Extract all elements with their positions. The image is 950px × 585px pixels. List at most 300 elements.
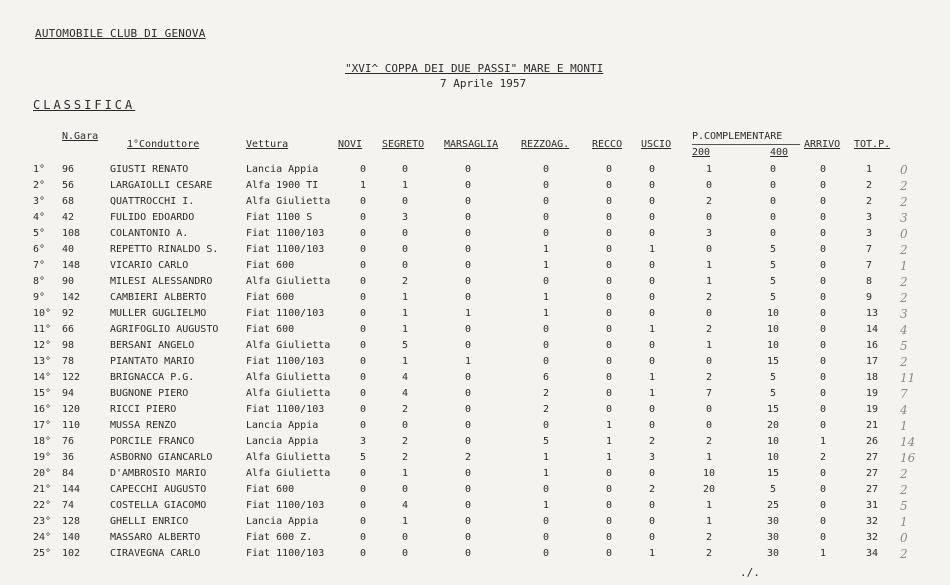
row-recco: 0	[605, 532, 613, 543]
col-recco: RECCO	[592, 139, 623, 150]
row-car: Alfa Giulietta	[246, 388, 331, 399]
row-novi: 0	[359, 404, 367, 415]
row-p400: 30	[766, 532, 780, 543]
row-driver: BERSANI ANGELO	[110, 340, 195, 351]
row-driver: QUATTROCCHI I.	[110, 196, 195, 207]
row-p400: 5	[769, 260, 777, 271]
row-p400: 5	[769, 276, 777, 287]
row-driver: MASSARO ALBERTO	[110, 532, 201, 543]
row-car: Lancia Appia	[246, 164, 319, 175]
row-driver: D'AMBROSIO MARIO	[110, 468, 207, 479]
row-car: Fiat 600	[246, 260, 295, 271]
row-arrivo: 0	[819, 324, 827, 335]
row-gara: 84	[62, 468, 75, 479]
row-p200: 1	[705, 276, 713, 287]
row-recco: 0	[605, 244, 613, 255]
row-gara: 144	[62, 484, 81, 495]
row-total: 3	[866, 228, 873, 239]
page-footer-mark: ./.	[740, 566, 760, 579]
row-driver: ASBORNO GIANCARLO	[110, 452, 213, 463]
row-car: Fiat 600	[246, 324, 295, 335]
row-recco: 0	[605, 500, 613, 511]
row-p400: 5	[769, 484, 777, 495]
row-handwritten-note: 0	[900, 531, 908, 545]
row-segreto: 0	[401, 260, 409, 271]
row-car: Alfa 1900 TI	[246, 180, 319, 191]
row-position: 20°	[33, 468, 52, 479]
row-total: 31	[866, 500, 879, 511]
row-position: 10°	[33, 308, 52, 319]
row-total: 14	[866, 324, 879, 335]
row-p200: 0	[705, 356, 713, 367]
row-p400: 20	[766, 420, 780, 431]
row-total: 19	[866, 388, 879, 399]
row-position: 17°	[33, 420, 52, 431]
row-handwritten-note: 3	[900, 307, 908, 321]
row-recco: 0	[605, 164, 613, 175]
row-recco: 0	[605, 276, 613, 287]
row-segreto: 3	[401, 212, 409, 223]
row-handwritten-note: 16	[900, 451, 916, 465]
row-segreto: 1	[401, 180, 409, 191]
row-arrivo: 0	[819, 532, 827, 543]
row-driver: CIRAVEGNA CARLO	[110, 548, 201, 559]
row-segreto: 1	[401, 516, 409, 527]
row-marsaglia: 0	[464, 420, 472, 431]
row-arrivo: 0	[819, 372, 827, 383]
row-rezzoag: 0	[542, 356, 550, 367]
row-uscio: 1	[648, 548, 656, 559]
row-gara: 148	[62, 260, 81, 271]
row-novi: 0	[359, 324, 367, 335]
row-gara: 68	[62, 196, 75, 207]
row-p400: 15	[766, 356, 780, 367]
row-position: 7°	[33, 260, 46, 271]
row-position: 18°	[33, 436, 52, 447]
row-uscio: 0	[648, 404, 656, 415]
row-uscio: 1	[648, 372, 656, 383]
row-uscio: 0	[648, 228, 656, 239]
row-p400: 0	[769, 164, 777, 175]
row-handwritten-note: 2	[900, 355, 908, 369]
row-arrivo: 1	[819, 436, 827, 447]
row-gara: 76	[62, 436, 75, 447]
row-arrivo: 0	[819, 292, 827, 303]
event-title: "XVI^ COPPA DEI DUE PASSI" MARE E MONTI	[345, 62, 604, 75]
row-segreto: 0	[401, 196, 409, 207]
row-position: 24°	[33, 532, 52, 543]
row-uscio: 0	[648, 468, 656, 479]
row-marsaglia: 0	[464, 516, 472, 527]
row-total: 32	[866, 532, 879, 543]
row-uscio: 0	[648, 340, 656, 351]
row-car: Fiat 1100/103	[246, 356, 325, 367]
row-recco: 1	[605, 452, 613, 463]
row-driver: VICARIO CARLO	[110, 260, 189, 271]
row-position: 2°	[33, 180, 46, 191]
row-marsaglia: 0	[464, 292, 472, 303]
row-p400: 30	[766, 548, 780, 559]
row-p200: 1	[705, 516, 713, 527]
row-segreto: 4	[401, 388, 409, 399]
row-novi: 0	[359, 340, 367, 351]
row-p200: 0	[705, 420, 713, 431]
row-handwritten-note: 0	[900, 227, 908, 241]
row-total: 27	[866, 452, 879, 463]
row-gara: 110	[62, 420, 81, 431]
row-gara: 120	[62, 404, 81, 415]
row-novi: 0	[359, 260, 367, 271]
row-handwritten-note: 1	[900, 515, 908, 529]
row-position: 4°	[33, 212, 46, 223]
row-p200: 20	[702, 484, 716, 495]
row-gara: 66	[62, 324, 75, 335]
row-rezzoag: 0	[542, 532, 550, 543]
row-p400: 10	[766, 308, 780, 319]
row-total: 7	[866, 260, 873, 271]
row-p200: 2	[705, 324, 713, 335]
row-segreto: 0	[401, 420, 409, 431]
row-total: 1	[866, 164, 873, 175]
row-gara: 96	[62, 164, 75, 175]
row-recco: 0	[605, 548, 613, 559]
row-handwritten-note: 2	[900, 483, 908, 497]
row-total: 27	[866, 468, 879, 479]
row-novi: 0	[359, 468, 367, 479]
row-car: Alfa Giulietta	[246, 372, 331, 383]
row-p200: 3	[705, 228, 713, 239]
row-driver: PIANTATO MARIO	[110, 356, 195, 367]
row-rezzoag: 2	[542, 404, 550, 415]
row-handwritten-note: 11	[900, 371, 916, 385]
row-handwritten-note: 3	[900, 211, 908, 225]
row-novi: 0	[359, 276, 367, 287]
row-segreto: 0	[401, 548, 409, 559]
row-handwritten-note: 1	[900, 259, 908, 273]
row-position: 15°	[33, 388, 52, 399]
row-p200: 0	[705, 212, 713, 223]
row-gara: 90	[62, 276, 75, 287]
row-rezzoag: 0	[542, 548, 550, 559]
row-segreto: 0	[401, 228, 409, 239]
row-uscio: 0	[648, 180, 656, 191]
row-p400: 0	[769, 228, 777, 239]
row-recco: 0	[605, 324, 613, 335]
row-handwritten-note: 2	[900, 195, 908, 209]
row-rezzoag: 6	[542, 372, 550, 383]
row-gara: 140	[62, 532, 81, 543]
row-driver: BRIGNACCA P.G.	[110, 372, 195, 383]
row-position: 6°	[33, 244, 46, 255]
row-rezzoag: 0	[542, 180, 550, 191]
row-driver: MUSSA RENZO	[110, 420, 177, 431]
row-arrivo: 0	[819, 308, 827, 319]
row-uscio: 0	[648, 196, 656, 207]
row-marsaglia: 0	[464, 548, 472, 559]
row-uscio: 0	[648, 308, 656, 319]
row-rezzoag: 1	[542, 244, 550, 255]
row-p200: 2	[705, 436, 713, 447]
row-rezzoag: 0	[542, 484, 550, 495]
row-arrivo: 0	[819, 276, 827, 287]
row-p400: 10	[766, 340, 780, 351]
row-position: 13°	[33, 356, 52, 367]
row-segreto: 2	[401, 276, 409, 287]
row-gara: 108	[62, 228, 81, 239]
col-arrivo: ARRIVO	[804, 139, 841, 150]
row-gara: 98	[62, 340, 75, 351]
row-position: 1°	[33, 164, 46, 175]
row-car: Fiat 1100/103	[246, 404, 325, 415]
row-novi: 0	[359, 196, 367, 207]
row-driver: LARGAIOLLI CESARE	[110, 180, 213, 191]
row-p200: 0	[705, 180, 713, 191]
row-car: Fiat 600	[246, 292, 295, 303]
row-gara: 42	[62, 212, 75, 223]
row-arrivo: 0	[819, 404, 827, 415]
row-driver: RICCI PIERO	[110, 404, 177, 415]
row-arrivo: 0	[819, 180, 827, 191]
col-rezzoag: REZZOAG.	[521, 139, 570, 150]
row-uscio: 0	[648, 356, 656, 367]
row-total: 9	[866, 292, 873, 303]
row-driver: GIUSTI RENATO	[110, 164, 189, 175]
row-handwritten-note: 14	[900, 435, 916, 449]
row-gara: 92	[62, 308, 75, 319]
row-recco: 0	[605, 388, 613, 399]
row-total: 2	[866, 196, 873, 207]
row-p400: 30	[766, 516, 780, 527]
row-marsaglia: 0	[464, 164, 472, 175]
row-marsaglia: 1	[464, 308, 472, 319]
col-segreto: SEGRETO	[382, 139, 425, 150]
row-gara: 78	[62, 356, 75, 367]
row-recco: 0	[605, 228, 613, 239]
row-position: 3°	[33, 196, 46, 207]
row-p200: 2	[705, 372, 713, 383]
row-gara: 122	[62, 372, 81, 383]
row-arrivo: 0	[819, 228, 827, 239]
row-driver: COLANTONIO A.	[110, 228, 189, 239]
row-marsaglia: 0	[464, 260, 472, 271]
row-p400: 10	[766, 452, 780, 463]
row-arrivo: 1	[819, 548, 827, 559]
col-marsaglia: MARSAGLIA	[444, 139, 499, 150]
row-uscio: 0	[648, 276, 656, 287]
row-marsaglia: 1	[464, 356, 472, 367]
row-position: 19°	[33, 452, 52, 463]
row-driver: REPETTO RINALDO S.	[110, 244, 219, 255]
row-uscio: 0	[648, 420, 656, 431]
row-arrivo: 0	[819, 244, 827, 255]
row-novi: 0	[359, 372, 367, 383]
row-segreto: 5	[401, 340, 409, 351]
row-rezzoag: 0	[542, 164, 550, 175]
row-segreto: 1	[401, 324, 409, 335]
row-gara: 74	[62, 500, 75, 511]
row-p200: 2	[705, 548, 713, 559]
col-p400: 400	[770, 147, 789, 158]
row-handwritten-note: 5	[900, 339, 908, 353]
row-total: 26	[866, 436, 879, 447]
row-recco: 1	[605, 420, 613, 431]
row-marsaglia: 0	[464, 468, 472, 479]
row-car: Lancia Appia	[246, 516, 319, 527]
row-segreto: 4	[401, 372, 409, 383]
row-car: Fiat 1100/103	[246, 500, 325, 511]
row-p200: 2	[705, 196, 713, 207]
row-rezzoag: 0	[542, 228, 550, 239]
row-rezzoag: 1	[542, 308, 550, 319]
row-marsaglia: 2	[464, 452, 472, 463]
row-driver: MULLER GUGLIELMO	[110, 308, 207, 319]
row-car: Fiat 600	[246, 484, 295, 495]
row-total: 18	[866, 372, 879, 383]
row-marsaglia: 0	[464, 404, 472, 415]
row-novi: 0	[359, 356, 367, 367]
row-total: 32	[866, 516, 879, 527]
row-position: 23°	[33, 516, 52, 527]
row-p400: 0	[769, 196, 777, 207]
row-uscio: 3	[648, 452, 656, 463]
row-marsaglia: 0	[464, 532, 472, 543]
row-marsaglia: 0	[464, 500, 472, 511]
row-p400: 0	[769, 180, 777, 191]
row-driver: COSTELLA GIACOMO	[110, 500, 207, 511]
row-gara: 56	[62, 180, 75, 191]
row-car: Fiat 1100/103	[246, 548, 325, 559]
row-p400: 25	[766, 500, 780, 511]
row-arrivo: 0	[819, 468, 827, 479]
row-driver: AGRIFOGLIO AUGUSTO	[110, 324, 219, 335]
row-handwritten-note: 2	[900, 243, 908, 257]
row-total: 21	[866, 420, 879, 431]
row-arrivo: 0	[819, 196, 827, 207]
row-rezzoag: 0	[542, 340, 550, 351]
row-segreto: 1	[401, 356, 409, 367]
row-arrivo: 2	[819, 452, 827, 463]
row-total: 16	[866, 340, 879, 351]
row-marsaglia: 0	[464, 324, 472, 335]
row-p400: 15	[766, 404, 780, 415]
row-recco: 1	[605, 436, 613, 447]
row-p200: 0	[705, 308, 713, 319]
row-marsaglia: 0	[464, 484, 472, 495]
row-arrivo: 0	[819, 212, 827, 223]
row-novi: 0	[359, 244, 367, 255]
row-position: 14°	[33, 372, 52, 383]
row-handwritten-note: 7	[900, 387, 908, 401]
row-marsaglia: 0	[464, 212, 472, 223]
row-uscio: 0	[648, 532, 656, 543]
row-novi: 0	[359, 484, 367, 495]
row-novi: 0	[359, 516, 367, 527]
row-arrivo: 0	[819, 164, 827, 175]
event-date: 7 Aprile 1957	[440, 77, 527, 90]
row-novi: 0	[359, 532, 367, 543]
row-driver: GHELLI ENRICO	[110, 516, 189, 527]
row-rezzoag: 1	[542, 260, 550, 271]
row-position: 25°	[33, 548, 52, 559]
row-p200: 0	[705, 244, 713, 255]
row-gara: 36	[62, 452, 75, 463]
row-marsaglia: 0	[464, 180, 472, 191]
row-rezzoag: 0	[542, 324, 550, 335]
row-segreto: 4	[401, 500, 409, 511]
row-segreto: 2	[401, 452, 409, 463]
row-segreto: 1	[401, 308, 409, 319]
row-segreto: 2	[401, 404, 409, 415]
row-p200: 2	[705, 292, 713, 303]
row-segreto: 1	[401, 468, 409, 479]
row-p400: 10	[766, 324, 780, 335]
row-driver: PORCILE FRANCO	[110, 436, 195, 447]
row-total: 13	[866, 308, 879, 319]
row-driver: FULIDO EDOARDO	[110, 212, 195, 223]
row-position: 16°	[33, 404, 52, 415]
row-handwritten-note: 4	[900, 323, 908, 337]
col-novi: NOVI	[338, 139, 363, 150]
row-rezzoag: 1	[542, 452, 550, 463]
row-marsaglia: 0	[464, 340, 472, 351]
row-rezzoag: 0	[542, 516, 550, 527]
col-gara: N.Gara	[62, 131, 99, 142]
row-uscio: 0	[648, 292, 656, 303]
row-p200: 1	[705, 340, 713, 351]
row-position: 11°	[33, 324, 52, 335]
row-gara: 94	[62, 388, 75, 399]
row-recco: 0	[605, 372, 613, 383]
row-driver: MILESI ALESSANDRO	[110, 276, 213, 287]
row-recco: 0	[605, 340, 613, 351]
row-arrivo: 0	[819, 356, 827, 367]
row-rezzoag: 2	[542, 388, 550, 399]
row-novi: 3	[359, 436, 367, 447]
row-handwritten-note: 0	[900, 163, 908, 177]
row-car: Fiat 600 Z.	[246, 532, 313, 543]
row-novi: 0	[359, 292, 367, 303]
row-car: Fiat 1100/103	[246, 228, 325, 239]
row-total: 27	[866, 484, 879, 495]
row-uscio: 0	[648, 164, 656, 175]
row-uscio: 0	[648, 516, 656, 527]
row-novi: 1	[359, 180, 367, 191]
row-total: 7	[866, 244, 873, 255]
row-recco: 0	[605, 404, 613, 415]
row-novi: 0	[359, 228, 367, 239]
row-uscio: 0	[648, 260, 656, 271]
row-segreto: 1	[401, 292, 409, 303]
row-p400: 5	[769, 292, 777, 303]
row-recco: 0	[605, 468, 613, 479]
row-novi: 0	[359, 308, 367, 319]
row-marsaglia: 0	[464, 372, 472, 383]
row-segreto: 0	[401, 532, 409, 543]
row-driver: CAMBIERI ALBERTO	[110, 292, 207, 303]
row-total: 34	[866, 548, 879, 559]
row-handwritten-note: 5	[900, 499, 908, 513]
row-arrivo: 0	[819, 500, 827, 511]
row-uscio: 1	[648, 324, 656, 335]
row-rezzoag: 1	[542, 468, 550, 479]
row-p400: 15	[766, 468, 780, 479]
row-recco: 0	[605, 212, 613, 223]
row-car: Alfa Giulietta	[246, 340, 331, 351]
row-driver: BUGNONE PIERO	[110, 388, 189, 399]
row-position: 12°	[33, 340, 52, 351]
row-arrivo: 0	[819, 260, 827, 271]
row-uscio: 1	[648, 388, 656, 399]
